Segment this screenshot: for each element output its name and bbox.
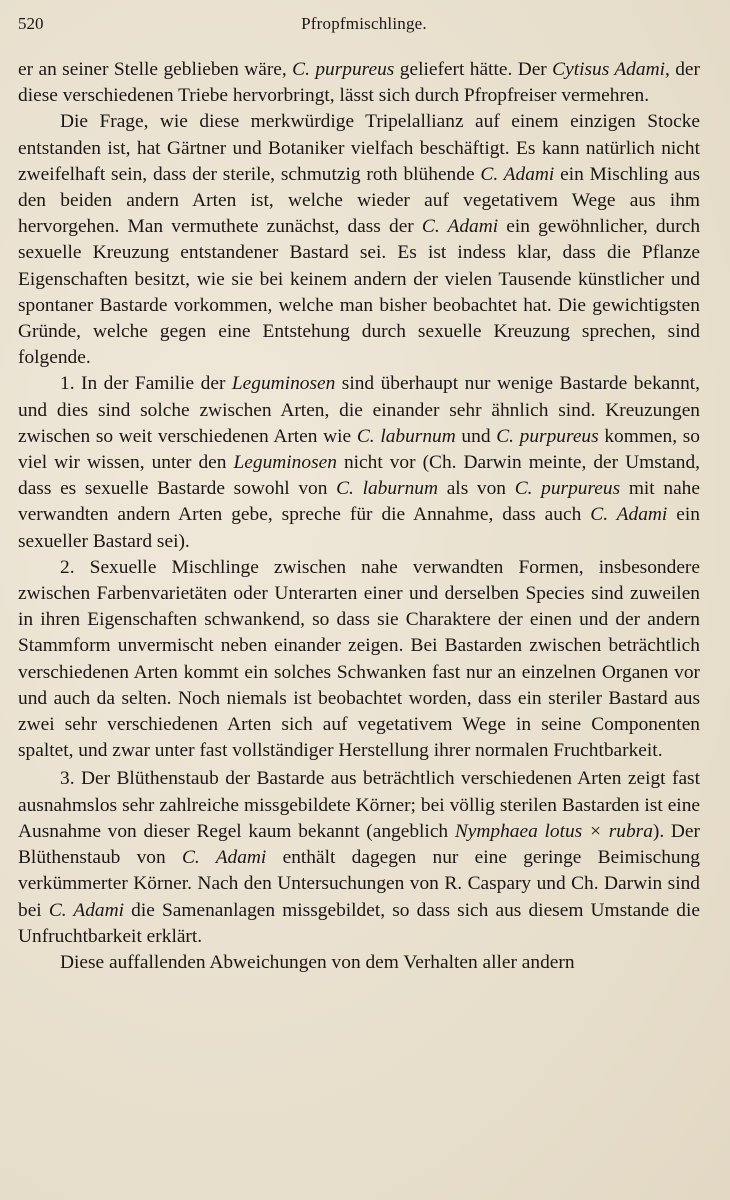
italic-text: C. Adami: [590, 504, 668, 526]
text-run: 3. Der Blüthenstaub der Bastarde aus beträchtlich verschiedenen Arten zeigt fast ausnahmslos sehr zahlreiche missgebildete Körner; bei völlig sterilen Bastarden ist eine Ausnahme von dieser Regel kaum bekannt (angeblich: [18, 768, 700, 842]
text-run: sind überhaupt nur wenige Bastarde bekannt, und dies sind solche zwischen Arten, die einander sehr ähnlich sind. Kreuzungen zwischen so weit verschiedenen Arten wie: [18, 373, 700, 447]
running-title: Pfropfmischlinge.: [301, 14, 427, 33]
italic-text: C. purpureus: [496, 425, 599, 447]
page-header: [18, 14, 710, 38]
italic-text: C. Adami: [480, 163, 555, 185]
paragraph-0: [18, 57, 700, 109]
text-run: kommen, so viel wir wissen, unter den: [18, 425, 700, 474]
page-number: 520: [18, 14, 44, 33]
text-run: , der diese verschiedenen Triebe hervorbringt, lässt sich durch Pfropfreiser vermehren.: [18, 59, 700, 107]
paragraph-3: [18, 555, 700, 765]
text-run: nicht vor (Ch. Darwin meinte, der Umstand, dass es sexuelle Bastarde sowohl von: [18, 452, 700, 500]
italic-text: C. Adami: [181, 847, 267, 869]
text-run: ). Der Blüthenstaub von: [18, 820, 700, 869]
text-run: geliefert hätte. Der: [394, 59, 553, 80]
italic-text: Nymphaea lotus × rubra: [454, 820, 653, 842]
text-run: die Samenanlagen missgebildet, so dass sich aus diesem Umstande die Unfruchtbarkeit erklärt.: [18, 899, 700, 947]
italic-text: C. Adami: [48, 899, 125, 921]
paragraph-4: [18, 766, 700, 949]
italic-text: C. Adami: [421, 216, 499, 238]
text-run: ein sexueller Bastard sei).: [18, 504, 700, 552]
body-text: [18, 57, 700, 976]
italic-text: C. laburnum: [336, 478, 439, 500]
text-run: Die Frage, wie diese merkwürdige Tripelallianz auf einem einzigen Stocke entstanden ist, hat Gärtner und Botaniker vielfach beschäftigt. Es kann natürlich nicht zweifelhaft sein, dass der sterile, schmutzig roth blühende: [18, 111, 700, 185]
text-run: enthält dagegen nur eine geringe Beimischung verkümmerter Körner. Nach den Untersuchungen von R. Caspary und Ch. Darwin sind bei: [18, 847, 700, 921]
italic-text: Leguminosen: [231, 373, 336, 395]
paragraph-5: [18, 950, 700, 976]
text-run: ein gewöhnlicher, durch sexuelle Kreuzung entstandener Bastard sei. Es ist indess klar, dass die Pflanze Eigenschaften besitzt, wie sie bei keinem andern der vielen Tausende künstlicher und spontaner Bastarde vorkommen, welche man bisher beobachtet hat. Die gewichtigsten Gründe, welche gegen eine Entstehung durch sexuelle Kreuzung sprechen, sind folgende.: [18, 216, 701, 369]
text-run: er an seiner Stelle geblieben wäre,: [18, 59, 293, 80]
text-run: 2. Sexuelle Mischlinge zwischen nahe verwandten Formen, insbesondere zwischen Farbenvarietäten oder Unterarten einer und derselben Species sind zuweilen in ihren Eigenschaften schwankend, so dass sie Charaktere der einen und der andern Stammform unvermischt neben einander zeigen. Bei Bastarden zwischen beträchtlich verschiedenen Arten kommt ein solches Schwanken fast nur an einzelnen Organen vor und auch da selten. Noch niemals ist beobachtet worden, dass ein steriler Bastard aus zwei sehr verschiedenen Arten sich auf vegetativem Wege in seine Componenten spaltet, und zwar unter fast vollständiger Herstellung ihrer normalen Fruchtbarkeit.: [18, 556, 700, 762]
text-run: als von: [438, 478, 515, 500]
paragraph-2: [18, 371, 700, 554]
italic-text: Cytisus Adami: [552, 59, 665, 80]
italic-text: C. purpureus: [514, 478, 621, 500]
italic-text: C. purpureus: [292, 59, 395, 80]
text-run: mit nahe verwandten andern Arten gebe, spreche für die Annahme, dass auch: [18, 478, 700, 526]
text-run: ein Mischling aus den beiden andern Arten ist, welche wieder auf vegetativem Wege aus ihm hervorgehen. Man vermuthete zunächst, dass der: [18, 163, 700, 238]
text-run: und: [455, 425, 497, 447]
paragraph-1: [18, 109, 700, 371]
italic-text: C. laburnum: [356, 425, 456, 447]
text-run: Diese auffallenden Abweichungen von dem Verhalten aller andern: [60, 951, 575, 973]
text-run: 1. In der Familie der: [60, 373, 232, 395]
italic-text: Leguminosen: [233, 452, 337, 474]
